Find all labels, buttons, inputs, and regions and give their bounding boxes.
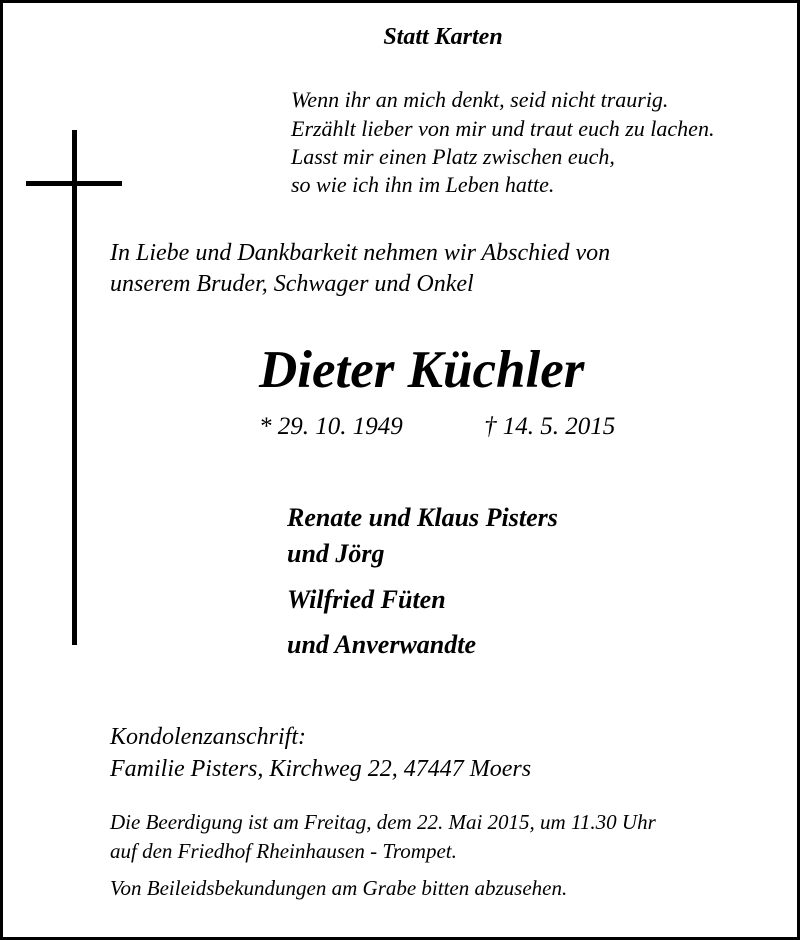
funeral-details-line: auf den Friedhof Rheinhausen - Trompet.	[110, 839, 457, 863]
mourner-line: Wilfried Füten	[287, 585, 446, 614]
poem-line: Wenn ihr an mich denkt, seid nicht traurig.	[291, 87, 669, 112]
cross-icon	[72, 130, 77, 645]
poem-line: Erzählt lieber von mir und traut euch zu lachen.	[291, 116, 715, 141]
mourner-line: und Anverwandte	[287, 630, 477, 659]
deceased-name: Dieter Küchler	[259, 341, 585, 399]
condolence-address: Familie Pisters, Kirchweg 22, 47447 Moers	[110, 756, 532, 782]
poem-line: so wie ich ihn im Leben hatte.	[291, 172, 555, 197]
funeral-note: Von Beileidsbekundungen am Grabe bitten abzusehen.	[110, 876, 568, 900]
mourner-line: und Jörg	[287, 539, 385, 568]
poem-line: Lasst mir einen Platz zwischen euch,	[291, 144, 615, 169]
notice-header: Statt Karten	[383, 24, 503, 50]
condolence-label: Kondolenzanschrift:	[110, 724, 306, 750]
intro-line: In Liebe und Dankbarkeit nehmen wir Abschied von	[110, 240, 611, 266]
death-date: † 14. 5. 2015	[484, 413, 616, 440]
mourner-line: Renate und Klaus Pisters	[287, 503, 558, 532]
intro-line: unserem Bruder, Schwager und Onkel	[110, 271, 474, 297]
funeral-details-line: Die Beerdigung ist am Freitag, dem 22. Mai 2015, um 11.30 Uhr	[110, 810, 656, 834]
cross-icon-crossbar	[26, 181, 122, 186]
birth-date: * 29. 10. 1949	[259, 413, 403, 440]
